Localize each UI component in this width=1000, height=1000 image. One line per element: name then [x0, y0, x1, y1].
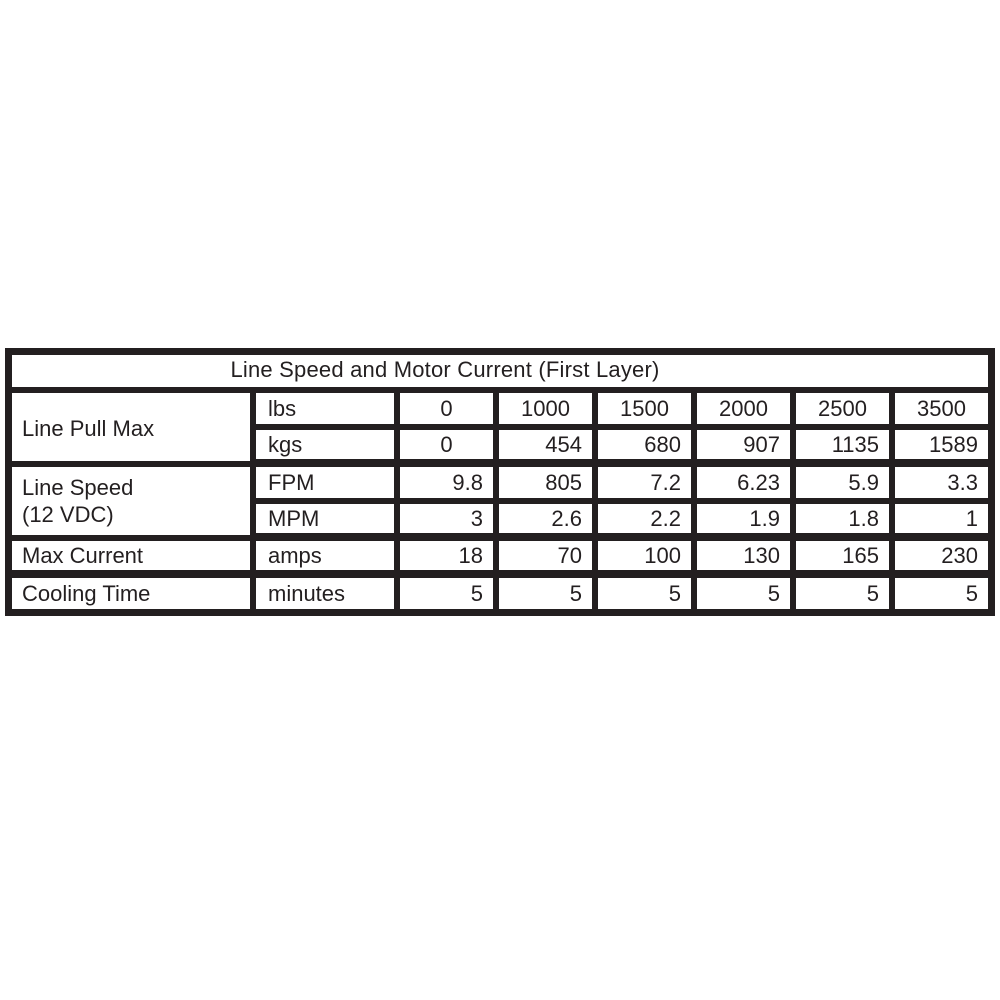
value-cell: 1135 — [794, 428, 891, 463]
value-cell: 2500 — [794, 391, 891, 426]
value-cell: 805 — [497, 465, 594, 500]
value-cell: 130 — [695, 539, 792, 574]
table-row-cooling-time — [10, 576, 990, 611]
value-cell: 5.9 — [794, 465, 891, 500]
value-cell: 230 — [893, 539, 990, 574]
value-cell: 165 — [794, 539, 891, 574]
value-cell: 5 — [398, 576, 495, 611]
value-cell: 454 — [497, 428, 594, 463]
value-cell: 1500 — [596, 391, 693, 426]
spec-table — [5, 348, 995, 616]
value-cell: 2.6 — [497, 502, 594, 537]
value-cell: 6.23 — [695, 465, 792, 500]
row-label-line-speed-line2: (12 VDC) — [22, 502, 114, 527]
value-cell: 1000 — [497, 391, 594, 426]
value-cell: 5 — [794, 576, 891, 611]
table-row-line-speed-fpm — [10, 465, 990, 500]
unit-cell-fpm: FPM — [254, 465, 396, 500]
value-cell: 3 — [398, 502, 495, 537]
value-cell: 680 — [596, 428, 693, 463]
row-label-line-pull-max: Line Pull Max — [10, 391, 252, 463]
value-cell: 5 — [596, 576, 693, 611]
value-cell: 907 — [695, 428, 792, 463]
row-label-line-speed — [10, 465, 252, 537]
value-cell: 0 — [398, 428, 495, 463]
value-cell: 1.8 — [794, 502, 891, 537]
table-row-max-current — [10, 539, 990, 574]
value-cell: 5 — [695, 576, 792, 611]
value-cell: 18 — [398, 539, 495, 574]
table-row-line-pull-lbs — [10, 391, 990, 426]
title-row — [10, 353, 990, 389]
value-cell: 7.2 — [596, 465, 693, 500]
row-label-line-speed-line1: Line Speed — [22, 475, 134, 500]
unit-cell-minutes: minutes — [254, 576, 396, 611]
value-cell: 0 — [398, 391, 495, 426]
unit-cell-amps: amps — [254, 539, 396, 574]
value-cell: 1 — [893, 502, 990, 537]
table-title: Line Speed and Motor Current (First Layer) — [10, 353, 990, 389]
unit-cell-kgs: kgs — [254, 428, 396, 463]
value-cell: 100 — [596, 539, 693, 574]
value-cell: 2000 — [695, 391, 792, 426]
unit-cell-mpm: MPM — [254, 502, 396, 537]
value-cell: 3500 — [893, 391, 990, 426]
unit-cell-lbs: lbs — [254, 391, 396, 426]
row-label-max-current: Max Current — [10, 539, 252, 574]
value-cell: 70 — [497, 539, 594, 574]
value-cell: 1.9 — [695, 502, 792, 537]
value-cell: 5 — [893, 576, 990, 611]
row-label-cooling-time: Cooling Time — [10, 576, 252, 611]
value-cell: 5 — [497, 576, 594, 611]
value-cell: 1589 — [893, 428, 990, 463]
value-cell: 3.3 — [893, 465, 990, 500]
value-cell: 9.8 — [398, 465, 495, 500]
value-cell: 2.2 — [596, 502, 693, 537]
